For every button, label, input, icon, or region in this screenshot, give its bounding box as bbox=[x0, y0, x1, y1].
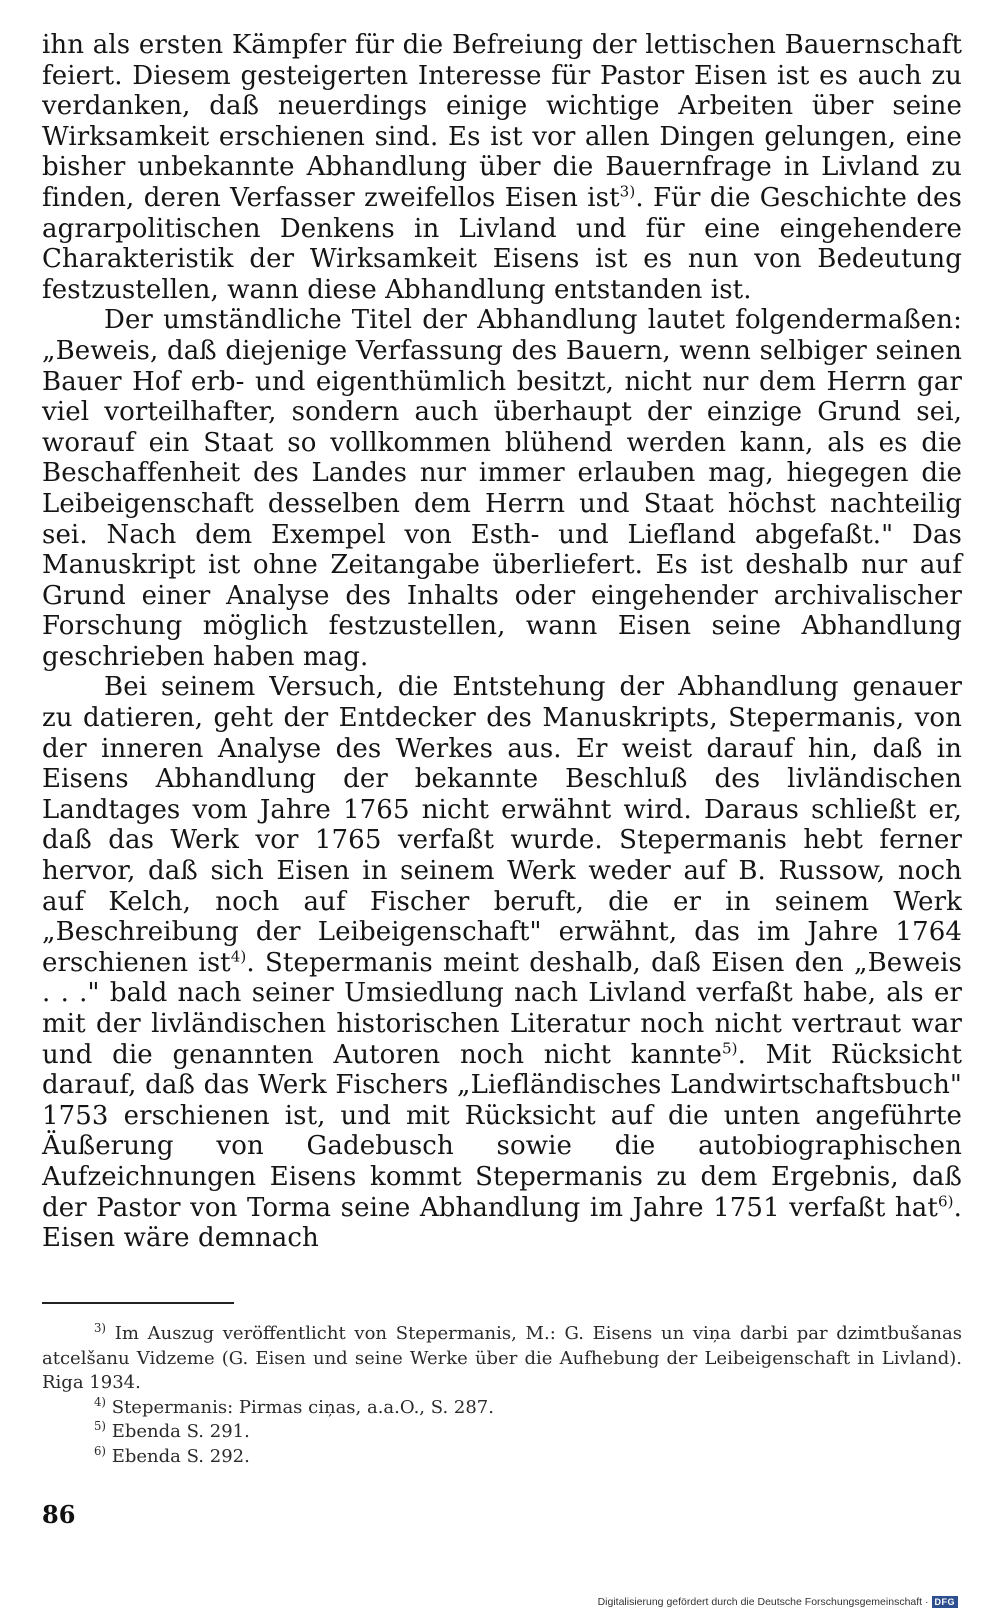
digitization-credit bbox=[598, 1596, 958, 1608]
footnote-marker: 3) bbox=[94, 1321, 106, 1335]
paragraph-text: Der umständliche Titel der Abhandlung lautet folgendermaßen: „Beweis, daß diejenige Verfassung des Bauern, wenn selbiger seinen Bauer Hof erb- und eigenthümlich besitzt, nicht nur dem Herrn gar viel vorteilhafter, sondern auch überhaupt der einzige Grund sei, worauf ein Staat so vollkommen blühend werden kann, als es die Beschaffenheit des Landes nur immer erlauben mag, hiegegen die Leibeigenschaft desselben dem Herrn und Staat höchst nachteilig sei. Nach dem Exempel von Esth- und Liefland abgefaßt." Das Manuskript ist ohne Zeitangabe überliefert. Es ist deshalb nur auf Grund einer Analyse des Inhalts oder eingehender archivalischer Forschung möglich festzustellen, wann Eisen seine Abhandlung geschrieben haben mag. bbox=[42, 305, 962, 672]
footnote-reference: 3) bbox=[619, 182, 636, 201]
footnote-marker: 5) bbox=[94, 1419, 106, 1433]
footnote-text: Im Auszug veröffentlicht von Stepermanis, M.: G. Eisens un viņa darbi par dzimtbušanas atcelšanu Vidzeme (G. Eisen und seine Werke über die Aufhebung der Leibeigenschaft in Livland). Riga 1934. bbox=[42, 1323, 962, 1393]
footnote-fn6 bbox=[42, 1445, 962, 1470]
paragraph-text: . Mit Rücksicht darauf, daß das Werk Fischers „Liefländisches Landwirtschaftsbuch" 1753 erschienen ist, und mit Rücksicht auf die unten angeführte Äußerung von Gadebusch sowie die autobiographischen Aufzeichnungen Eisens kommt Stepermanis zu dem Ergebnis, daß der Pastor von Torma seine Abhandlung im Jahre 1751 verfaßt hat bbox=[42, 1039, 962, 1223]
page-number: 86 bbox=[42, 1500, 76, 1529]
body-text bbox=[42, 30, 962, 1254]
footnote-text: Stepermanis: Pirmas ciņas, a.a.O., S. 287. bbox=[111, 1396, 494, 1418]
footnotes bbox=[42, 1322, 962, 1469]
footnote-marker: 4) bbox=[94, 1394, 106, 1409]
paragraph-text: . Für die Geschichte des agrarpolitischen Denkens in Livland und für eine eingehendere Charakteristik der Wirksamkeit Eisens ist es nun von Bedeutung festzustellen, wann diese Abhandlung entstanden ist. bbox=[42, 182, 962, 305]
footnote-reference: 6) bbox=[937, 1191, 954, 1210]
credit-text: Digitalisierung gefördert durch die Deutsche Forschungsgemeinschaft · bbox=[597, 1596, 929, 1608]
footnote-fn3 bbox=[42, 1322, 962, 1396]
footnote-text: Ebenda S. 291. bbox=[111, 1421, 250, 1442]
paragraph-3 bbox=[42, 672, 962, 1253]
paragraph-text: . Stepermanis meint deshalb, daß Eisen den „Beweis . . ." bald nach seiner Umsiedlung nach Livland verfaßt habe, als er mit der livländischen historischen Literatur noch nicht vertraut war und die genannten Autoren noch nicht kannte bbox=[42, 947, 962, 1070]
paragraph-text: Bei seinem Versuch, die Entstehung der Abhandlung genauer zu datieren, geht der Entdecker des Manuskripts, Stepermanis, von der inneren Analyse des Werkes aus. Er weist darauf hin, daß in Eisens Abhandlung der bekannte Beschluß des livländischen Landtages vom Jahre 1765 nicht erwähnt wird. Daraus schließt er, daß das Werk vor 1765 verfaßt wurde. Stepermanis hebt ferner hervor, daß sich Eisen in seinem Werk weder auf B. Russow, noch auf Kelch, noch auf Fischer beruft, die er in seinem Werk „Beschreibung der Leibeigenschaft" erwähnt, das im Jahre 1764 erschienen ist bbox=[42, 672, 962, 978]
paragraph-text: ihn als ersten Kämpfer für die Befreiung der lettischen Bauernschaft feiert. Diesem gesteigerten Interesse für Pastor Eisen ist es auch zu verdanken, daß neuerdings einige wichtige Arbeiten über seine Wirksamkeit erschienen sind. Es ist vor allen Dingen gelungen, eine bisher unbekannte Abhandlung über die Bauernfrage in Livland zu finden, deren Verfasser zweifellos Eisen ist bbox=[42, 30, 962, 213]
footnote-fn4 bbox=[42, 1396, 962, 1421]
footnote-reference: 5) bbox=[721, 1038, 738, 1057]
footnote-reference: 4) bbox=[230, 947, 247, 966]
paragraph-1 bbox=[42, 30, 962, 305]
paragraph-2 bbox=[42, 305, 962, 672]
footnote-marker: 6) bbox=[94, 1443, 106, 1458]
dfg-logo: DFG bbox=[932, 1596, 959, 1608]
paragraph-text: . Eisen wäre demnach bbox=[42, 1192, 962, 1254]
footnote-text: Ebenda S. 292. bbox=[111, 1445, 250, 1467]
footnote-fn5 bbox=[42, 1420, 962, 1445]
footnote-separator bbox=[42, 1302, 234, 1304]
